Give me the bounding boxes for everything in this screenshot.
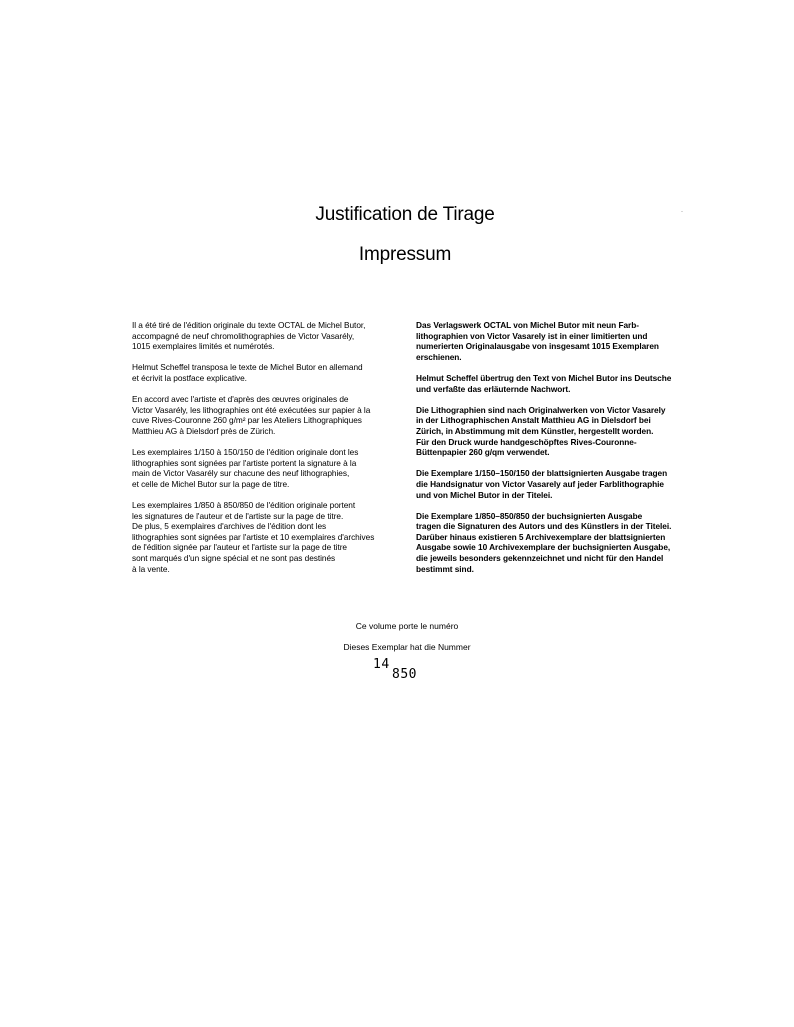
text-line: De plus, 5 exemplaires d'archives de l'édition dont les (132, 521, 327, 532)
text-line: Büttenpapier 260 g/qm verwendet. (416, 447, 550, 458)
text-line: Das Verlagswerk OCTAL von Michel Butor mit neun Farb- (416, 320, 639, 330)
text-line: Victor Vasarély, les lithographies ont été exécutées sur papier à la (132, 404, 371, 415)
text-line: accompagné de neuf chromolithographies de Victor Vasarély, (132, 330, 355, 341)
text-line: die Handsignatur von Victor Vasarely auf jeder Farblithographie (416, 478, 664, 489)
page-subtitle: Impressum (358, 244, 452, 265)
text-line: Für den Druck wurde handgeschöpftes Rives-Couronne- (416, 436, 637, 447)
text-line: erschienen. (416, 351, 462, 362)
text-line: lithographies sont signées par l'artiste et 10 exemplaires d'archives (132, 531, 375, 542)
french-paragraph (132, 320, 394, 352)
text-line: Les exemplaires 1/150 à 150/150 de l'édition originale dont les (132, 447, 359, 458)
text-line: En accord avec l'artiste et d'après des œuvres originales de (132, 394, 349, 405)
text-line: und von Michel Butor in der Titelei. (416, 489, 553, 500)
page-title: Justification de Tirage (315, 204, 495, 225)
text-line: Les exemplaires 1/850 à 850/850 de l'édition originale portent (132, 500, 356, 511)
paper-speck (681, 211, 683, 212)
german-paragraph (416, 511, 678, 575)
text-line: bestimmt sind. (416, 563, 474, 574)
text-line: tragen die Signaturen des Autors und des Künstlers in der Titelei. (416, 521, 672, 532)
text-line: à la vente. (132, 563, 170, 574)
text-line: numerierten Originalausgabe von insgesamt 1015 Exemplaren (416, 341, 659, 352)
text-line: lithographies sont signées par l'artiste portent la signature à la (132, 457, 357, 468)
text-line: 1015 exemplaires limités et numérotés. (132, 341, 275, 352)
copy-number: 14 (373, 657, 390, 672)
text-line: lithographien von Victor Vasarely ist in einer limitierten und (416, 330, 648, 341)
text-line: et celle de Michel Butor sur la page de titre. (132, 478, 290, 489)
text-line: Matthieu AG à Dielsdorf près de Zürich. (132, 425, 276, 436)
text-line: und verfaßte das erläuternde Nachwort. (416, 383, 571, 394)
text-line: Helmut Scheffel transposa le texte de Michel Butor en allemand (132, 362, 363, 373)
text-line: in der Lithographischen Anstalt Matthieu AG in Dielsdorf bei (416, 415, 651, 426)
french-paragraph (132, 362, 394, 383)
text-line: Die Lithographien sind nach Originalwerken von Victor Vasarely (416, 404, 666, 415)
volume-number-label: Ce volume porte le numéro (355, 621, 459, 631)
text-line: Die Exemplare 1/850–850/850 der buchsignierten Ausgabe (416, 510, 643, 521)
edition-total: 850 (392, 667, 417, 682)
german-text-column (416, 320, 678, 585)
text-line: die jeweils besonders gekennzeichnet und nicht für den Handel (416, 553, 664, 564)
exemplar-number-label: Dieses Exemplar hat die Nummer (343, 642, 471, 652)
text-line: Ausgabe sowie 10 Archivexemplare der buchsignierten Ausgabe, (416, 542, 671, 553)
text-line: les signatures de l'auteur et de l'artiste sur la page de titre. (132, 510, 344, 521)
text-line: Il a été tiré de l'édition originale du texte OCTAL de Michel Butor, (132, 320, 366, 330)
text-line: Zürich, in Abstimmung mit dem Künstler, hergestellt worden. (416, 425, 654, 436)
text-line: sont marqués d'un signe spécial et ne sont pas destinés (132, 553, 336, 564)
german-paragraph (416, 468, 678, 500)
french-paragraph (132, 447, 394, 489)
german-paragraph (416, 320, 678, 362)
text-line: et écrivit la postface explicative. (132, 372, 247, 383)
german-paragraph (416, 405, 678, 458)
french-paragraph (132, 500, 394, 574)
french-text-column (132, 320, 394, 585)
text-line: main de Victor Vasarély sur chacune des neuf lithographies, (132, 468, 350, 479)
text-line: cuve Rives-Couronne 260 g/m² par les Ateliers Lithographiques (132, 415, 362, 426)
german-paragraph (416, 373, 678, 394)
text-line: Die Exemplare 1/150–150/150 der blattsignierten Ausgabe tragen (416, 468, 668, 479)
text-line: de l'édition signée par l'auteur et l'artiste sur la page de titre (132, 542, 347, 553)
text-line: Helmut Scheffel übertrug den Text von Michel Butor ins Deutsche (416, 372, 672, 383)
text-line: Darüber hinaus existieren 5 Archivexemplare der blattsignierten (416, 531, 666, 542)
french-paragraph (132, 394, 394, 436)
